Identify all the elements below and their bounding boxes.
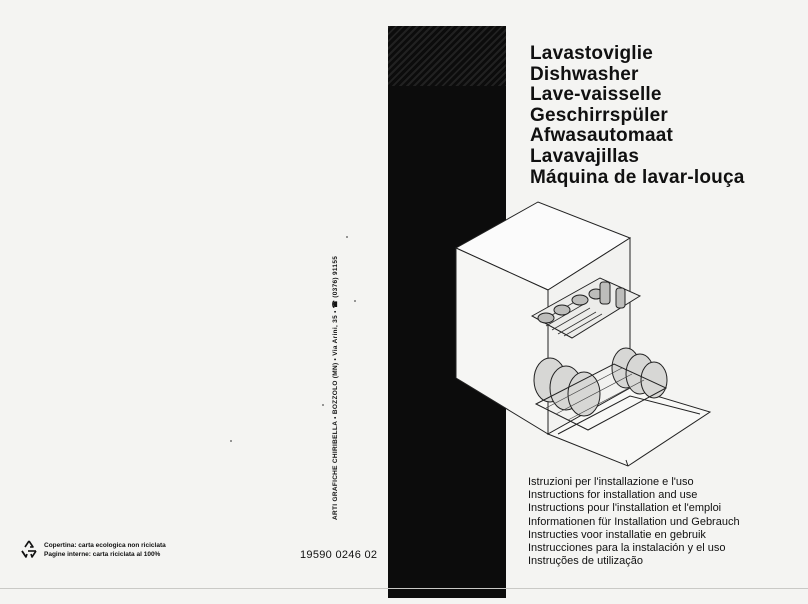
title-portuguese: Máquina de lavar-louça [530, 166, 745, 188]
printer-credit: ARTI GRAFICHE CHIRIBELLA • BOZZOLO (MN) • Via Arini, 35 • ☎ (0376) 91155 [332, 255, 339, 520]
title-dutch: Afwasautomaat [530, 125, 674, 147]
instructions-portuguese: Instruções de utilização [528, 555, 643, 568]
document-code: 19590 0246 02 [300, 549, 378, 561]
instructions-english: Instructions for installation and use [528, 489, 698, 502]
instructions-french: Instructions pour l'installation et l'emploi [528, 502, 722, 515]
instructions-dutch: Instructies voor installatie en gebruik [528, 528, 706, 541]
speck [322, 404, 324, 406]
instructions-italian: Istruzioni per l'installazione e l'uso [528, 476, 694, 488]
recycle-note-cover: Copertina: carta ecologica non riciclata [44, 542, 166, 549]
speck [354, 300, 356, 302]
title-italian: Lavastoviglie [530, 43, 653, 64]
instructions-list [528, 476, 740, 568]
recycle-icon [18, 538, 40, 560]
title-spanish: Lavavajillas [530, 145, 640, 167]
product-titles [530, 44, 745, 188]
band-texture [388, 26, 506, 86]
speck [230, 440, 232, 442]
recycle-note-pages: Pagine interne: carta riciclata al 100% [44, 551, 161, 558]
speck [346, 236, 348, 238]
dishwasher-illustration [450, 198, 715, 470]
page-edge-line [0, 588, 808, 589]
recycle-note [44, 541, 166, 559]
title-french: Lave-vaisselle [530, 84, 662, 106]
instructions-german: Informationen für Installation und Gebrauch [528, 515, 740, 528]
title-english: Dishwasher [530, 63, 639, 85]
title-german: Geschirrspüler [530, 104, 668, 126]
instructions-spanish: Instrucciones para la instalación y el uso [528, 542, 726, 555]
